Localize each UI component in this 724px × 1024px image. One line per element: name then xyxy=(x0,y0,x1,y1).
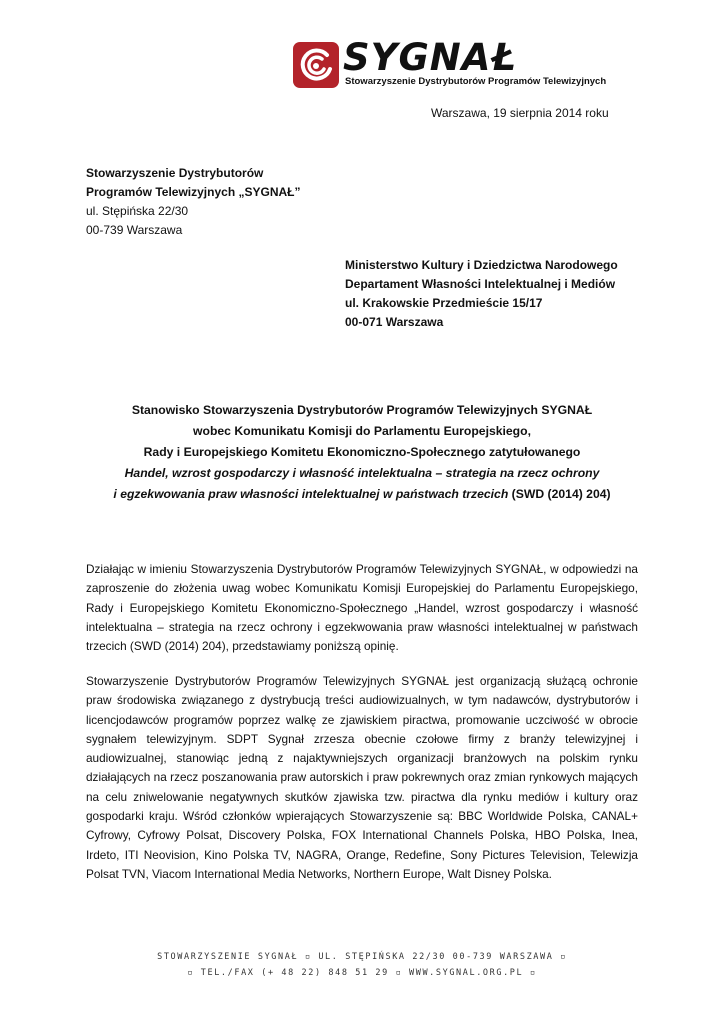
title-line: wobec Komunikatu Komisji do Parlamentu Europejskiego, xyxy=(193,424,531,438)
date-line: Warszawa, 19 sierpnia 2014 roku xyxy=(431,106,609,120)
body-paragraph-intro: Działając w imieniu Stowarzyszenia Dystrybutorów Programów Telewizyjnych SYGNAŁ, w odpowiedzi na zaproszenie do złożenia uwag wobec Komunikatu Komisji Europejskiej do Parlamentu Europejskiego, Rady i Europejskiego Komitetu Ekonomiczno-Społecznego „Handel, wzrost gospodarczy i własność intelektualna – strategia na rzecz ochrony i egzekwowania praw własności intelektualnej w państwach trzecich (SWD (2014) 204), przedstawiamy poniższą opinię. xyxy=(86,562,638,654)
logo-subtitle: Stowarzyszenie Dystrybutorów Programów Telewizyjnych xyxy=(345,76,607,87)
sender-line: ul. Stępińska 22/30 xyxy=(86,204,189,218)
sender-address xyxy=(86,164,301,240)
footer-address: STOWARZYSZENIE SYGNAŁ ▫ UL. STĘPIŃSKA 22/30 00-739 WARSZAWA ▫ xyxy=(157,952,567,962)
document-title xyxy=(70,400,654,505)
recipient-line: 00-071 Warszawa xyxy=(345,315,444,329)
title-reference: (SWD (2014) 204) xyxy=(508,487,611,501)
logo-wordmark: SYGNAŁ xyxy=(343,36,517,79)
sender-line: Stowarzyszenie Dystrybutorów xyxy=(86,166,264,180)
title-line-italic: Handel, wzrost gospodarczy i własność intelektualna – strategia na rzecz ochrony xyxy=(124,466,600,480)
sygnal-logo xyxy=(293,36,643,92)
sygnal-emblem-icon xyxy=(293,42,339,88)
title-italic-part: i egzekwowania praw własności intelektualnej w państwach trzecich xyxy=(113,487,509,501)
recipient-line: Departament Własności Intelektualnej i Mediów xyxy=(345,277,616,291)
recipient-address xyxy=(345,256,618,332)
title-line: Stanowisko Stowarzyszenia Dystrybutorów Programów Telewizyjnych SYGNAŁ xyxy=(131,403,593,417)
sender-line: Programów Telewizyjnych „SYGNAŁ” xyxy=(86,185,301,199)
title-line: Rady i Europejskiego Komitetu Ekonomiczno-Społecznego zatytułowanego xyxy=(143,445,581,459)
recipient-line: Ministerstwo Kultury i Dziedzictwa Narodowego xyxy=(345,258,618,272)
recipient-line: ul. Krakowskie Przedmieście 15/17 xyxy=(345,296,543,310)
sender-line: 00-739 Warszawa xyxy=(86,223,183,237)
title-line-last xyxy=(70,484,654,505)
footer-contact: ▫ TEL./FAX (+ 48 22) 848 51 29 ▫ WWW.SYGNAL.ORG.PL ▫ xyxy=(187,968,537,978)
body-paragraph-about: Stowarzyszenie Dystrybutorów Programów Telewizyjnych SYGNAŁ jest organizacją służącą ochronie praw środowiska związanego z dystrybucją treści audiowizualnych, w tym nadawców, dystrybutorów i licencjodawców programów poprzez walkę ze zjawiskiem piractwa, promowanie uczciwość w obrocie sygnałem telewizyjnym. SDPT Sygnał zrzesza obecnie czołowe firmy z branży telewizyjnej i audiowizualnej, stanowiąc jedną z najaktywniejszych organizacji branżowych na polskim rynku działających na rzecz poszanowania praw autorskich i praw pokrewnych oraz zmian rynkowych mających na celu zniwelowanie negatywnych skutków zjawiska tzw. piractwa dla rynku mediów i kultury oraz gospodarki kraju. Wśród członków wpierających Stowarzyszenie są: BBC Worldwide Polska, CANAL+ Cyfrowy, Cyfrowy Polsat, Discovery Polska, FOX International Channels Polska, HBO Polska, Inea, Irdeto, ITI Neovision, Kino Polska TV, NAGRA, Orange, Redefine, Sony Pictures Television, Telewizja Polsat TVN, Viacom International Media Networks, Northern Europe, Walt Disney Polska. xyxy=(86,674,638,881)
